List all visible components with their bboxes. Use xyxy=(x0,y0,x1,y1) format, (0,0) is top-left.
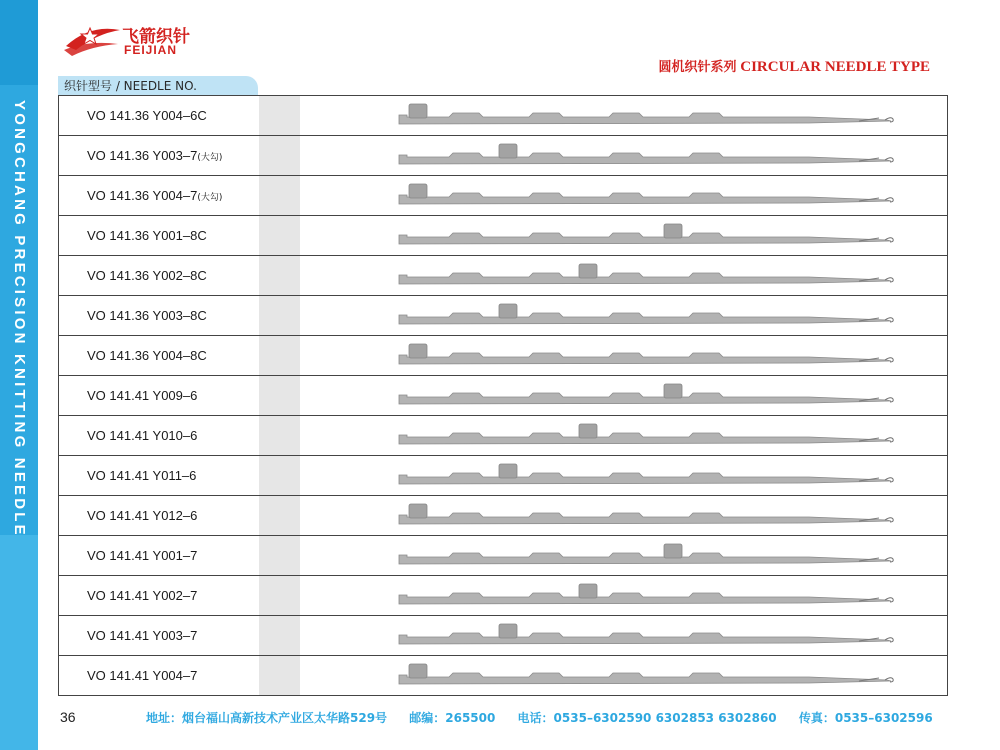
needle-code-text: VO 141.36 Y004–7 xyxy=(87,188,198,203)
needle-shank xyxy=(399,233,891,244)
needle-butt xyxy=(664,384,682,398)
needle-shank xyxy=(399,553,891,564)
needle-code xyxy=(87,628,197,643)
needle-butt xyxy=(409,184,427,198)
needle-code-text: VO 141.36 Y004–6C xyxy=(87,108,207,123)
needle-shank xyxy=(399,313,891,324)
side-band xyxy=(0,0,38,750)
needle-row xyxy=(59,336,947,376)
needle-drawing xyxy=(339,300,899,332)
needle-drawing xyxy=(339,420,899,452)
needle-row xyxy=(59,136,947,176)
needle-row xyxy=(59,216,947,256)
needle-butt xyxy=(579,584,597,598)
needle-butt xyxy=(409,104,427,118)
needle-row xyxy=(59,616,947,656)
needle-code xyxy=(87,268,207,283)
needle-code-text: VO 141.41 Y001–7 xyxy=(87,548,198,563)
needle-shank xyxy=(399,113,891,124)
needle-drawing xyxy=(339,180,899,212)
needle-row xyxy=(59,536,947,576)
needle-no-header: 织针型号 / NEEDLE NO. xyxy=(58,76,258,96)
needle-code xyxy=(87,588,197,603)
needle-shank xyxy=(399,393,891,404)
needle-table xyxy=(58,95,948,696)
needle-shank xyxy=(399,673,891,684)
needle-code xyxy=(87,548,197,563)
needle-row xyxy=(59,576,947,616)
side-band-cap xyxy=(0,0,38,85)
needle-shank xyxy=(399,633,891,644)
needle-drawing xyxy=(339,100,899,132)
needle-row xyxy=(59,296,947,336)
needle-code-text: VO 141.41 Y003–7 xyxy=(87,628,198,643)
brand-name-zh: 飞箭织针 xyxy=(122,27,190,47)
series-title-en: CIRCULAR NEEDLE TYPE xyxy=(740,59,930,75)
needle-drawing xyxy=(339,380,899,412)
needle-code-text: VO 141.36 Y002–8C xyxy=(87,268,207,283)
needle-code-note: (大勾) xyxy=(197,153,223,163)
needle-drawing xyxy=(339,540,899,572)
brand-logo xyxy=(62,20,212,65)
needle-drawing xyxy=(339,220,899,252)
needle-code-note: (大勾) xyxy=(197,193,223,203)
needle-butt xyxy=(499,304,517,318)
needle-butt xyxy=(664,224,682,238)
needle-butt xyxy=(409,504,427,518)
needle-code-text: VO 141.36 Y003–7 xyxy=(87,148,198,163)
fax: 传真：0535–6302596 xyxy=(798,711,933,725)
needle-code-text: VO 141.41 Y010–6 xyxy=(87,428,198,443)
needle-row xyxy=(59,496,947,536)
needle-drawing xyxy=(339,580,899,612)
needle-code xyxy=(87,228,207,243)
needle-drawing xyxy=(339,620,899,652)
needle-drawing xyxy=(339,140,899,172)
needle-drawing xyxy=(339,460,899,492)
needle-code xyxy=(87,388,197,403)
postcode: 邮编：265500 xyxy=(409,711,496,725)
needle-code-text: VO 141.41 Y012–6 xyxy=(87,508,198,523)
needle-row xyxy=(59,96,947,136)
needle-shank xyxy=(399,513,891,524)
needle-code xyxy=(87,468,196,483)
needle-code-text: VO 141.41 Y011–6 xyxy=(87,468,197,483)
needle-shank xyxy=(399,353,891,364)
needle-row xyxy=(59,376,947,416)
needle-butt xyxy=(499,464,517,478)
needle-drawing xyxy=(339,500,899,532)
needle-shank xyxy=(399,473,891,484)
needle-code xyxy=(87,148,222,163)
needle-butt xyxy=(664,544,682,558)
needle-row xyxy=(59,456,947,496)
needle-drawing xyxy=(339,660,899,692)
needle-code xyxy=(87,508,197,523)
needle-shank xyxy=(399,153,891,164)
series-title-zh: 圆机织针系列 xyxy=(658,60,737,75)
needle-row xyxy=(59,656,947,696)
needle-drawing xyxy=(339,340,899,372)
needle-code-text: VO 141.41 Y004–7 xyxy=(87,668,198,683)
sidebar-vertical-text: YONGCHANG PRECISION KNITTING NEEDLE xyxy=(11,100,28,538)
needle-code-text: VO 141.36 Y004–8C xyxy=(87,348,207,363)
series-title xyxy=(658,56,930,76)
needle-row xyxy=(59,416,947,456)
needle-butt xyxy=(499,624,517,638)
needle-butt xyxy=(579,424,597,438)
needle-row xyxy=(59,176,947,216)
needle-code xyxy=(87,188,222,203)
needle-code-text: VO 141.41 Y009–6 xyxy=(87,388,198,403)
needle-code xyxy=(87,348,207,363)
needle-shank xyxy=(399,593,891,604)
needle-code xyxy=(87,108,207,123)
needle-drawing xyxy=(339,260,899,292)
star-arrow-logo-icon xyxy=(62,20,122,60)
needle-code xyxy=(87,428,197,443)
phone: 电话：0535–6302590 6302853 6302860 xyxy=(517,711,777,725)
address: 地址：烟台福山高新技术产业区太华路529号 xyxy=(146,711,388,725)
page-number: 36 xyxy=(60,709,76,725)
needle-code xyxy=(87,668,197,683)
needle-row xyxy=(59,256,947,296)
brand-name-en: FEIJIAN xyxy=(124,43,178,57)
side-band-tail xyxy=(0,535,38,750)
needle-butt xyxy=(499,144,517,158)
needle-shank xyxy=(399,273,891,284)
needle-butt xyxy=(579,264,597,278)
needle-code-text: VO 141.36 Y003–8C xyxy=(87,308,207,323)
needle-code-text: VO 141.41 Y002–7 xyxy=(87,588,198,603)
footer xyxy=(58,706,958,728)
needle-code-text: VO 141.36 Y001–8C xyxy=(87,228,207,243)
needle-shank xyxy=(399,193,891,204)
needle-butt xyxy=(409,344,427,358)
needle-shank xyxy=(399,433,891,444)
needle-code xyxy=(87,308,207,323)
contact-info xyxy=(146,709,951,726)
needle-butt xyxy=(409,664,427,678)
